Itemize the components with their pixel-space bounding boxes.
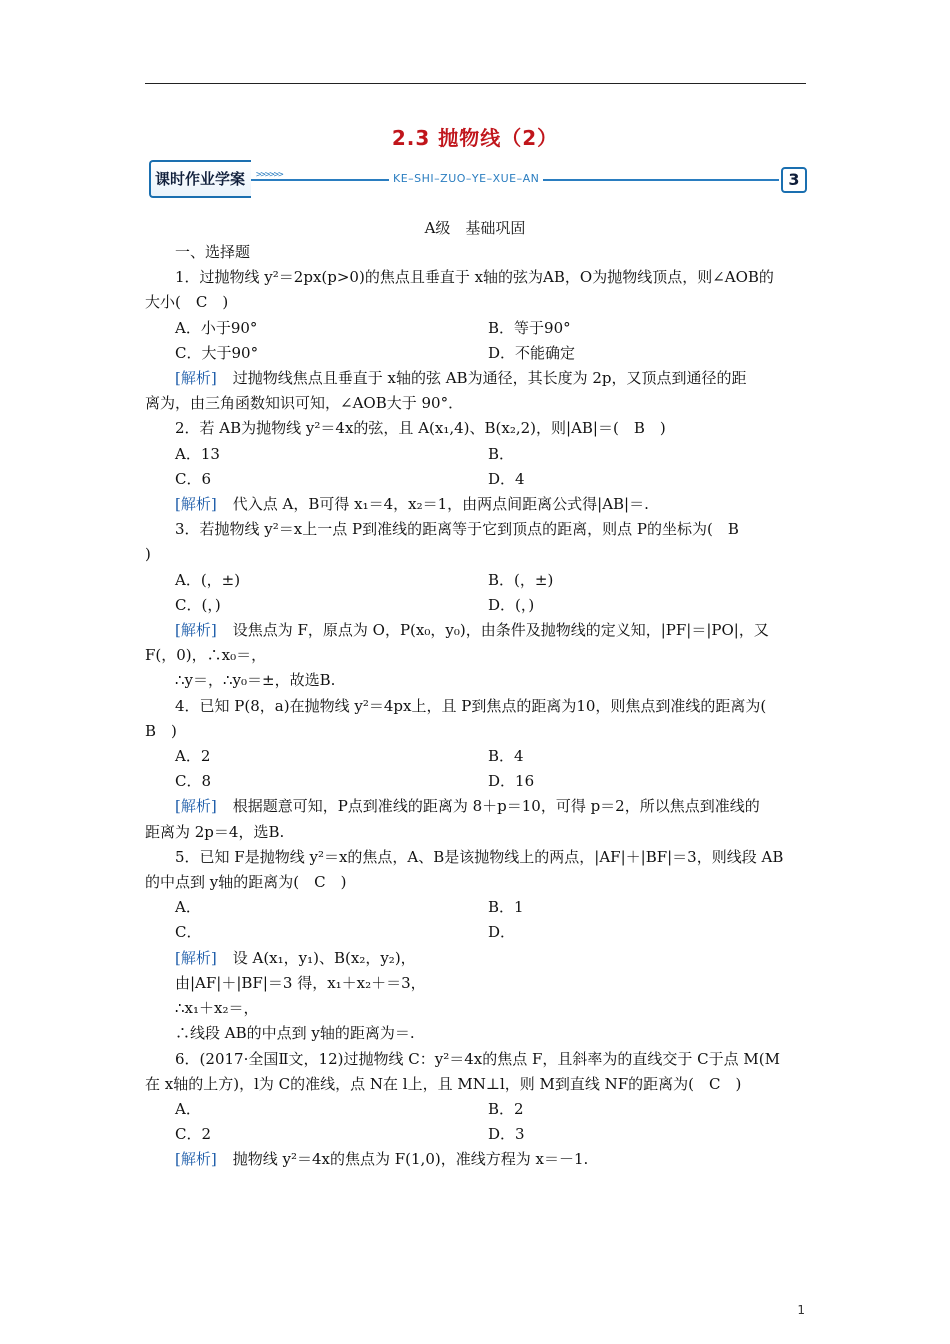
question-5 — [145, 845, 810, 1047]
option-row — [145, 744, 810, 769]
explanation-text: 设 A(x₁，y₁)、B(x₂，y₂)， — [232, 948, 416, 967]
option: D．4 — [488, 469, 525, 488]
option: D．(，) — [488, 595, 535, 614]
question-6 — [145, 1047, 810, 1173]
explanation — [145, 366, 810, 391]
option: C． — [175, 923, 202, 942]
explanation-label: [解析] — [175, 369, 217, 388]
option: C．大于90° — [175, 343, 259, 362]
option-row — [145, 920, 810, 945]
option: B．等于90° — [488, 318, 571, 337]
option-row — [145, 467, 810, 492]
explanation-label: [解析] — [175, 621, 217, 640]
option: B．(，±) — [488, 570, 554, 589]
explanation — [145, 492, 810, 517]
question-1 — [145, 265, 810, 416]
explanation-text: 由|AF|＋|BF|＝3 得，x₁＋x₂＋＝3， — [175, 973, 426, 992]
option: C．(，) — [175, 595, 221, 614]
option-row — [145, 1097, 810, 1122]
question-text: 大小( C ) — [145, 293, 229, 312]
explanation-text: ∴线段 AB的中点到 y轴的距离为＝. — [175, 1024, 415, 1043]
option-row — [145, 593, 810, 618]
explanation-text: 代入点 A，B可得 x₁＝4，x₂＝1，由两点间距离公式得|AB|＝. — [232, 495, 649, 514]
banner-number: 3 — [781, 167, 807, 193]
page-number: 1 — [797, 1303, 805, 1317]
option-row — [145, 442, 810, 467]
question-text: B ) — [145, 721, 177, 740]
question-text: 3．若抛物线 y²＝x上一点 P到准线的距离等于它到顶点的距离，则点 P的坐标为( B — [175, 520, 739, 539]
explanation-text: ∴x₁＋x₂＝， — [175, 999, 259, 1018]
question-text: 6．(2017·全国Ⅱ文，12)过抛物线 C：y²＝4x的焦点 F，且斜率为的直线交于 C于点 M(M — [175, 1049, 780, 1068]
question-list — [145, 240, 810, 1173]
explanation-label: [解析] — [175, 1150, 217, 1169]
explanation — [145, 946, 810, 971]
option: D．16 — [488, 772, 535, 791]
section-banner — [149, 160, 807, 196]
option: A．13 — [175, 444, 220, 463]
explanation-label: [解析] — [175, 797, 217, 816]
option: D．3 — [488, 1125, 525, 1144]
option: B．1 — [488, 898, 524, 917]
option-row — [145, 895, 810, 920]
explanation-text: 过抛物线焦点且垂直于 x轴的弦 AB为通径，其长度为 2p，又顶点到通径的距 — [232, 369, 747, 388]
banner-arrows: >>>>>> — [256, 170, 283, 180]
banner-label: 课时作业学案 — [155, 170, 246, 188]
explanation — [145, 1147, 810, 1172]
explanation-label: [解析] — [175, 948, 217, 967]
option-row — [145, 316, 810, 341]
option: C．8 — [175, 772, 212, 791]
option: C．2 — [175, 1125, 212, 1144]
question-text: 4．已知 P(8，a)在抛物线 y²＝4px上，且 P到焦点的距离为10，则焦点到准线的距离为( — [175, 696, 767, 715]
option: B．4 — [488, 747, 524, 766]
option-row — [145, 341, 810, 366]
question-text: 5．已知 F是抛物线 y²＝x的焦点，A、B是该抛物线上的两点，|AF|＋|BF|＝3，则线段 AB — [175, 847, 784, 866]
explanation-text: 距离为 2p＝4，选B. — [145, 822, 285, 841]
option: A．小于90° — [175, 318, 258, 337]
banner-pinyin: KE–SHI–ZUO–YE–XUE–AN — [389, 172, 543, 185]
question-text: 在 x轴的上方)，l为 C的准线，点 N在 l上，且 MN⊥l，则 M到直线 NF的距离为( C ) — [145, 1074, 742, 1093]
header-rule — [145, 83, 806, 84]
explanation-text: 根据题意可知，P点到准线的距离为 8＋p＝10，可得 p＝2，所以焦点到准线的 — [232, 797, 760, 816]
explanation-text: F(，0)，∴x₀＝， — [145, 646, 267, 665]
question-text: ) — [145, 545, 151, 564]
section-heading: A级 基础巩固 — [424, 219, 526, 237]
question-2 — [145, 416, 810, 517]
option-row — [145, 1122, 810, 1147]
explanation — [145, 794, 810, 819]
option: C．6 — [175, 469, 212, 488]
question-4 — [145, 694, 810, 845]
question-text: 1．过抛物线 y²＝2px(p>0)的焦点且垂直于 x轴的弦为AB，O为抛物线顶点，则∠AOB的 — [175, 268, 774, 287]
option-row — [145, 769, 810, 794]
question-3 — [145, 517, 810, 693]
option: A． — [175, 1099, 201, 1118]
explanation-text: 抛物线 y²＝4x的焦点为 F(1,0)，准线方程为 x＝－1. — [232, 1150, 589, 1169]
part-heading: 一、选择题 — [175, 243, 251, 261]
page-title: 2.3 抛物线（2） — [391, 126, 559, 150]
explanation-text: ∴y＝，∴y₀＝±，故选B. — [175, 671, 336, 690]
option: A．2 — [175, 747, 211, 766]
option: D．不能确定 — [488, 343, 576, 362]
option: A． — [175, 898, 201, 917]
question-text: 的中点到 y轴的距离为( C ) — [145, 873, 347, 892]
option: D． — [488, 923, 516, 942]
explanation-label: [解析] — [175, 495, 217, 514]
option-row — [145, 568, 810, 593]
explanation-text: 设焦点为 F，原点为 O，P(x₀，y₀)，由条件及抛物线的定义知，|PF|＝|PO|，又 — [232, 621, 769, 640]
question-text: 2．若 AB为抛物线 y²＝4x的弦，且 A(x₁,4)、B(x₂,2)，则|AB|＝( B ) — [175, 419, 666, 438]
option: B． — [488, 444, 515, 463]
explanation — [145, 618, 810, 643]
option: B．2 — [488, 1099, 524, 1118]
explanation-text: 离为，由三角函数知识可知，∠AOB大于 90°． — [145, 394, 464, 413]
option: A．(，±) — [175, 570, 241, 589]
